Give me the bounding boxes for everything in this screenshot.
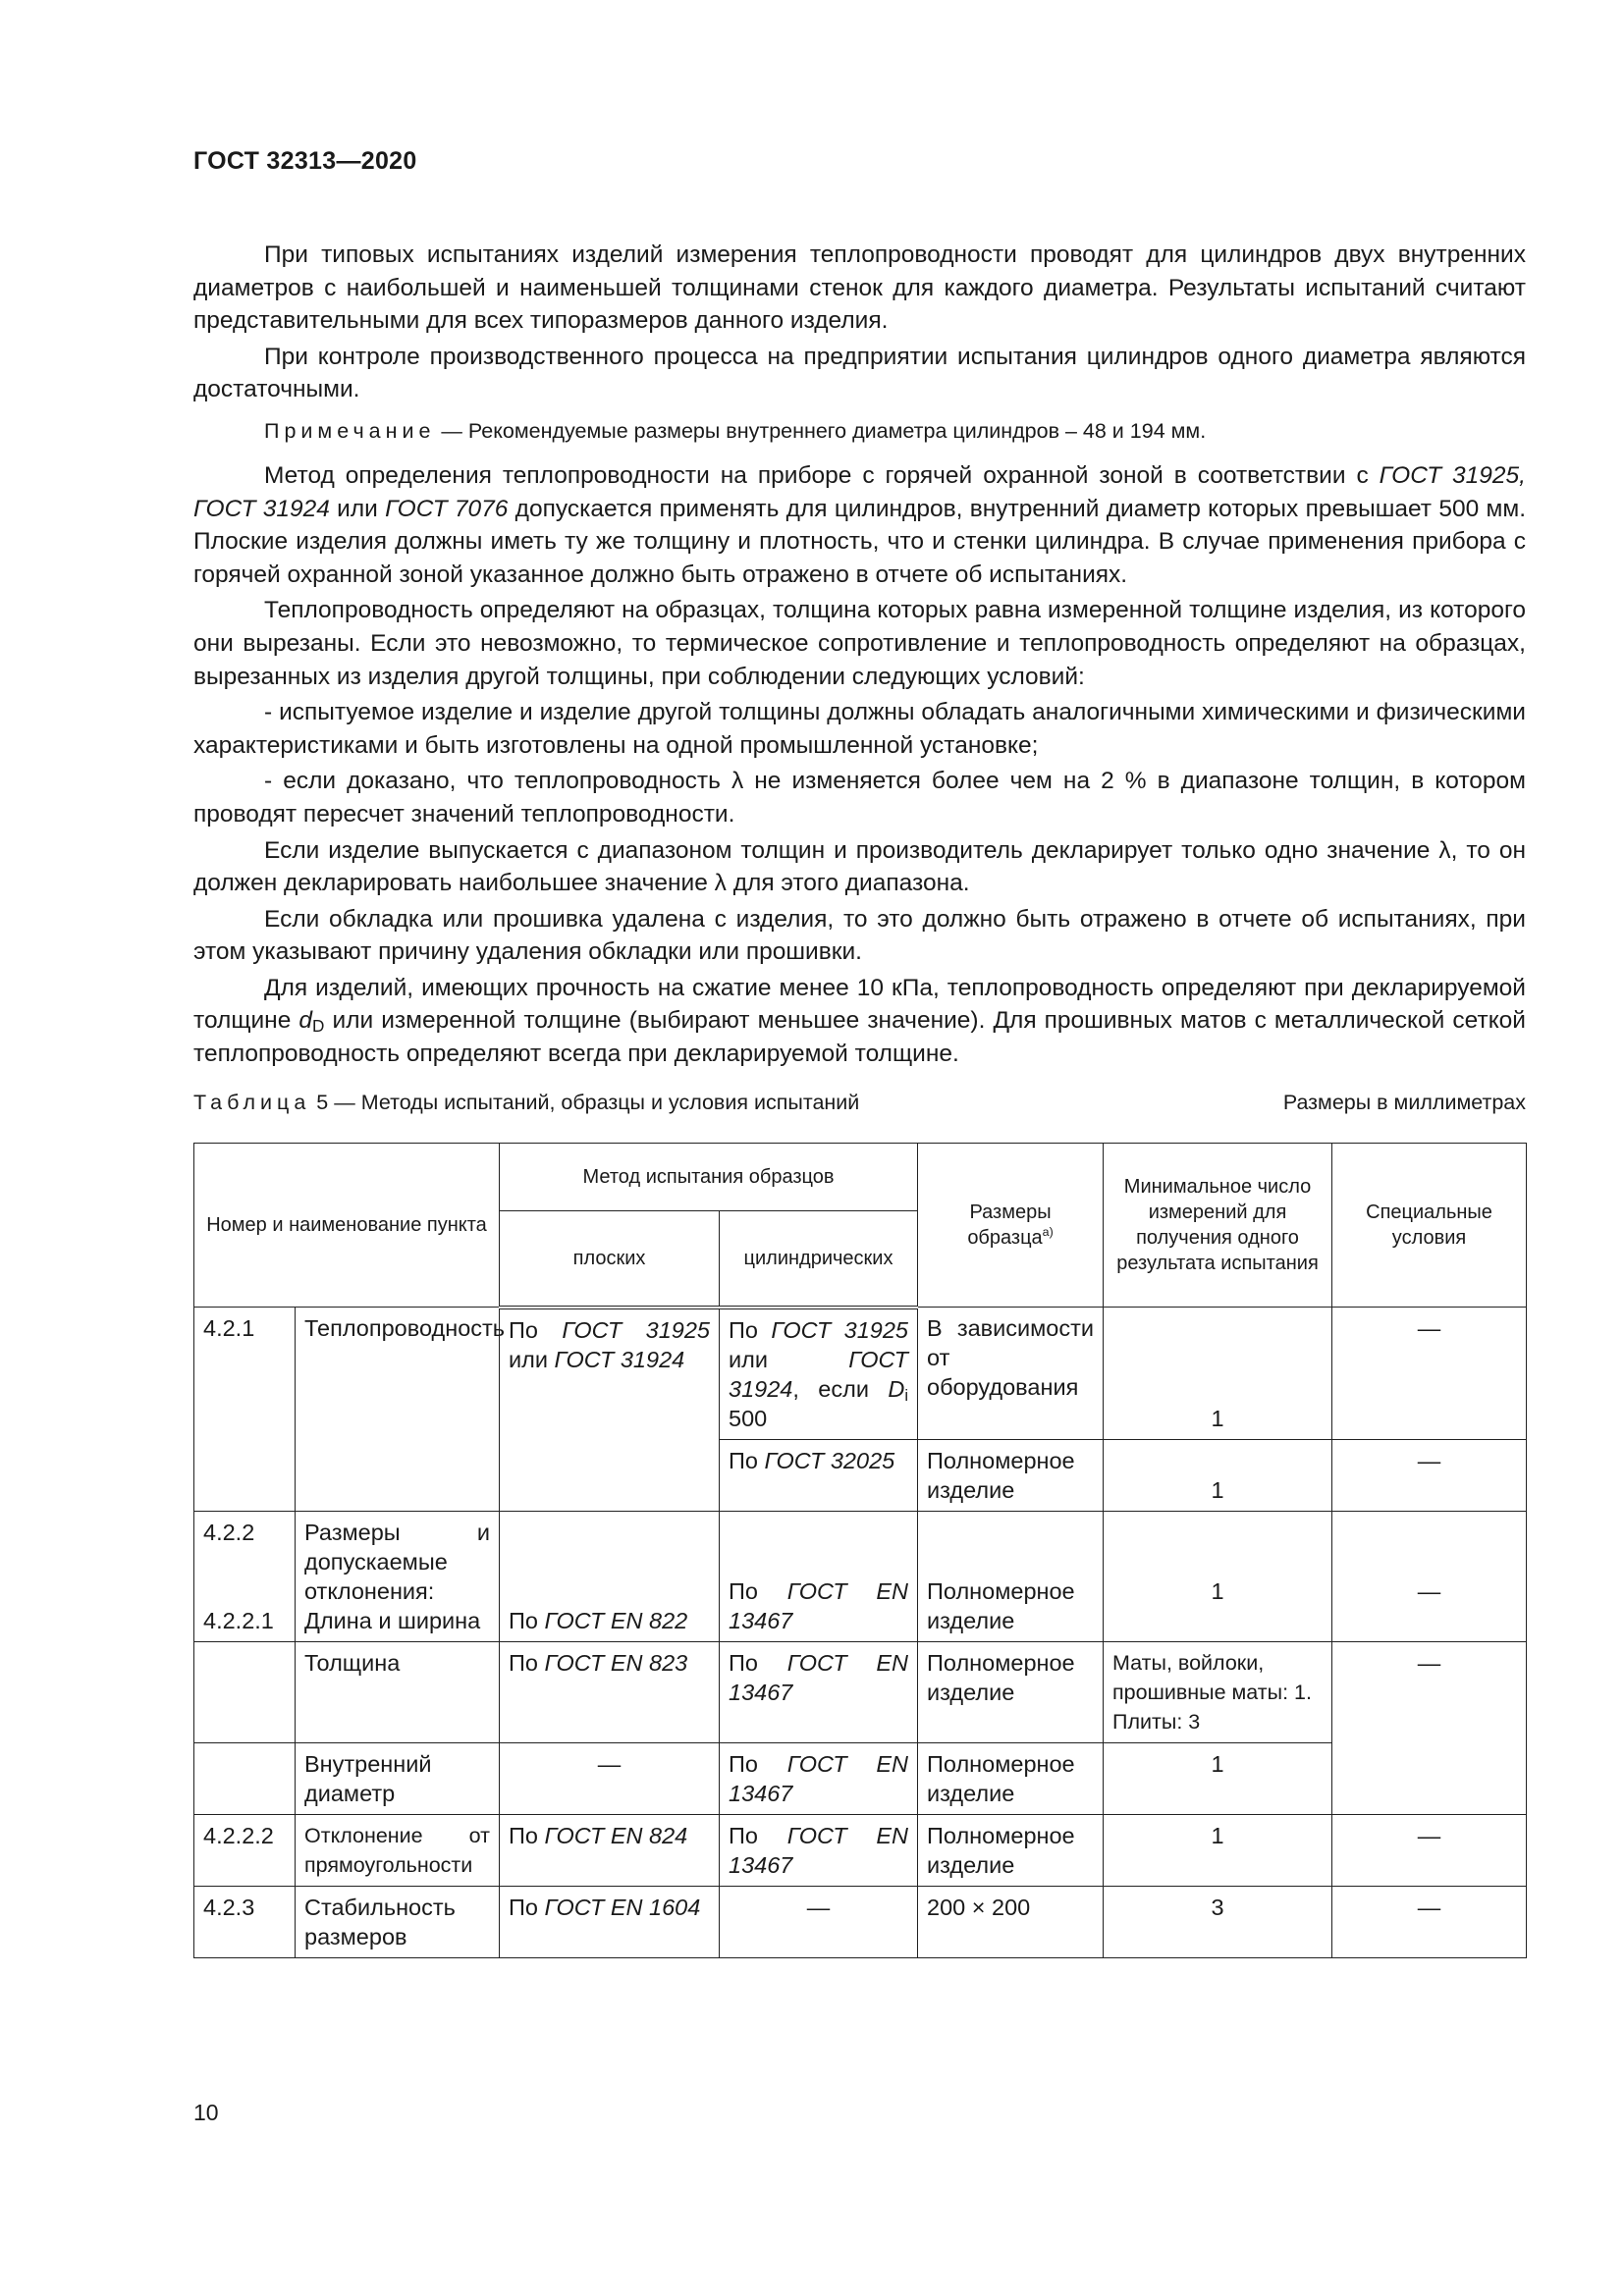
standard-ref: ГОСТ 31925 [771,1316,908,1343]
header-flat: плоских [500,1210,720,1308]
note [193,416,1526,446]
cell-text: По [729,1649,787,1676]
paragraph-text: Если изделие выпускается с диапазоном толщин и производитель декларирует только одно значение λ, то он должен декларировать наибольшее значение λ для этого диапазона. [193,836,1526,897]
cell-flat [500,1308,720,1512]
table-row [194,1308,1527,1440]
standard-ref: ГОСТ EN 823 [544,1649,688,1676]
cell-text: 4.2.2.1 [203,1607,274,1633]
cell-cyl [720,1641,918,1742]
cell-text: По [509,1316,563,1343]
header-sizes-text: Размеры образца [967,1201,1052,1249]
cell-text: По [509,1607,545,1633]
cell-name: Стабильность размеров [296,1886,500,1957]
list-item [193,696,1526,762]
standard-ref: ГОСТ EN 824 [544,1822,688,1848]
table-caption-label: Таблица [193,1090,311,1114]
symbol-subscript: D [312,1016,325,1037]
cell-number: 4.2.2.2 [194,1814,296,1886]
cell-number [194,1511,296,1641]
cell-size: 200 × 200 [918,1886,1104,1957]
paragraph [193,834,1526,900]
cell-text: 4.2.2 [203,1519,255,1545]
cell-special: — [1332,1886,1527,1957]
paragraph-text: допускается применять для цилиндров, внутренний диаметр которых превышает 500 мм. Плоские изделия должны иметь ту же толщину и плотность, что и стенки цилиндра. В случае применения прибора с горячей охранной зоной указанное должно быть отражено в отчете об испытаниях. [193,495,1526,588]
cell-min: 1 [1104,1742,1332,1814]
table-row [194,1511,1527,1641]
table-header-row [194,1143,1527,1210]
cell-text: По [729,1577,787,1604]
standard-ref: ГОСТ 31924 [554,1346,685,1372]
paragraph [193,594,1526,693]
header-special: Специальные условия [1332,1143,1527,1308]
cell-flat [500,1814,720,1886]
cell-text: По [729,1822,787,1848]
cell-text: По [729,1447,765,1473]
cell-text: Размеры и допускаемые отклонения: [304,1519,490,1604]
cell-text: По [729,1316,772,1343]
table-row [194,1886,1527,1957]
methods-table [193,1143,1527,1958]
standard-ref: ГОСТ 7076 [385,495,509,522]
paragraph-text: Теплопроводность определяют на образцах, толщина которых равна измеренной толщине изделия, из которого они вырезаны. Если это невозможно, то термическое сопротивление и теплопроводность определяют на образцах, вырезанных из изделия другой толщины, при соблюдении следующих условий: [193,597,1526,690]
cell-name: Внутренний диаметр [296,1742,500,1814]
cell-text: 500 [729,1405,768,1431]
paragraph-text: или измеренной толщине (выбирают меньшее значение). Для прошивных матов с металлической сеткой теплопроводность определяют всегда при декларируемой толщине. [193,1007,1526,1068]
paragraph-text: Если обкладка или прошивка удалена с изделия, то это должно быть отражено в отчете об испытаниях, при этом указывают причину удаления обкладки или прошивки. [193,905,1526,966]
paragraph-text: Метод определения теплопроводности на приборе с горячей охранной зоной в соответствии с [264,461,1380,489]
cell-flat [500,1886,720,1957]
header-method: Метод испытания образцов [500,1143,918,1210]
cell-size: Полномерное изделие [918,1439,1104,1511]
cell-text: По [509,1894,545,1920]
cell-text: или [509,1346,555,1372]
paragraph [193,459,1526,591]
cell-size: Полномерное изделие [918,1742,1104,1814]
cell-special: — [1332,1641,1527,1814]
cell-number: 4.2.3 [194,1886,296,1957]
paragraph [193,341,1526,406]
cell-number [194,1641,296,1742]
cell-special: — [1332,1814,1527,1886]
paragraph [193,903,1526,969]
standard-ref: ГОСТ EN 13467 [729,1750,909,1806]
cell-min [1104,1511,1332,1641]
header-sizes [918,1143,1104,1308]
cell-flat [500,1511,720,1641]
cell-text: , если [792,1375,889,1402]
standard-ref: ГОСТ 31925, ГОСТ 31924 [193,461,1526,522]
cell-text: — [1417,1577,1441,1604]
note-text: — Рекомендуемые размеры внутреннего диаметра цилиндров – 48 и 194 мм. [435,418,1207,443]
cell-special [1332,1511,1527,1641]
paragraph-text: - испытуемое изделие и изделие другой толщины должны обладать аналогичными химическими и физическими характеристиками и быть изготовлены на одной промышленной установке; [193,699,1526,759]
cell-number [194,1742,296,1814]
cell-name [296,1511,500,1641]
cell-cyl [720,1308,918,1440]
cell-number: 4.2.1 [194,1308,296,1512]
standard-ref: ГОСТ 31924 [729,1346,909,1402]
cell-text: По [509,1649,545,1676]
cell-special: — [1332,1439,1527,1511]
cell-text: Длина и ширина [304,1607,481,1633]
cell-special: — [1332,1308,1527,1440]
header-sizes-footnote: а) [1042,1224,1054,1239]
cell-size: В зависимости от оборудования [918,1308,1104,1440]
cell-cyl [720,1439,918,1511]
standard-ref: ГОСТ EN 1604 [544,1894,701,1920]
document-code: ГОСТ 32313—2020 [193,147,417,175]
cell-text: или [729,1346,849,1372]
table-row [194,1814,1527,1886]
note-label: Примечание [264,418,436,443]
symbol-subscript: i [904,1386,909,1405]
cell-cyl [720,1814,918,1886]
symbol: D [888,1375,905,1402]
paragraph-text: - если доказано, что теплопроводность λ не изменяется более чем на 2 % в диапазоне толщин, в котором проводят пересчет значений теплопроводности. [193,768,1526,828]
cell-cyl [720,1742,918,1814]
cell-min: Маты, войлоки, прошивные маты: 1. Плиты: 3 [1104,1641,1332,1742]
paragraph-text: Для изделий, имеющих прочность на сжатие менее 10 кПа, теплопроводность определяют при декларируемой толщине [193,974,1526,1035]
cell-flat: — [500,1742,720,1814]
cell-name: Теплопроводность [296,1308,500,1512]
list-item [193,765,1526,830]
body-text [193,239,1526,1071]
table-row [194,1742,1527,1814]
header-min-count: Минимальное число измерений для получения одного результата испытания [1104,1143,1332,1308]
standard-ref: ГОСТ EN 13467 [729,1649,909,1705]
cell-size: Полномерное изделие [918,1511,1104,1641]
table-caption-text: 5 — Методы испытаний, образцы и условия испытаний [310,1090,860,1114]
paragraph [193,239,1526,338]
document-page [193,147,1526,1958]
cell-size: Полномерное изделие [918,1641,1104,1742]
table-units: Размеры в миллиметрах [1282,1090,1526,1114]
paragraph-text: или [329,495,386,522]
table-caption-row [193,1091,1526,1115]
paragraph-text: При типовых испытаниях изделий измерения теплопроводности проводят для цилиндров двух внутренних диаметров с наибольшей и наименьшей толщинами стенок для каждого диаметра. Результаты испытаний считают представительными для всех типоразмеров данного изделия. [193,241,1526,335]
header-cyl: цилиндрических [720,1210,918,1308]
cell-text: По [509,1822,545,1848]
standard-ref: ГОСТ EN 13467 [729,1577,909,1633]
cell-cyl: — [720,1886,918,1957]
standard-ref: ГОСТ 31925 [562,1316,710,1343]
paragraph [193,972,1526,1071]
cell-min: 1 [1104,1308,1332,1440]
table-caption [193,1091,859,1115]
cell-cyl [720,1511,918,1641]
cell-min: 1 [1104,1439,1332,1511]
cell-text: По [729,1750,787,1777]
cell-name: Толщина [296,1641,500,1742]
paragraph-text: При контроле производственного процесса на предприятии испытания цилиндров одного диаметра являются достаточными. [193,343,1526,403]
page-number: 10 [193,2100,219,2125]
table-row [194,1641,1527,1742]
symbol: d [298,1007,313,1035]
header-item: Номер и наименование пункта [194,1143,500,1308]
standard-ref: ГОСТ EN 822 [544,1607,688,1633]
standard-ref: ГОСТ EN 13467 [729,1822,909,1878]
cell-flat [500,1641,720,1742]
cell-min: 1 [1104,1814,1332,1886]
cell-name: Отклонение от прямоугольности [296,1814,500,1886]
cell-min: 3 [1104,1886,1332,1957]
cell-size: Полномерное изделие [918,1814,1104,1886]
standard-ref: ГОСТ 32025 [764,1447,895,1473]
cell-text: 1 [1211,1577,1224,1604]
